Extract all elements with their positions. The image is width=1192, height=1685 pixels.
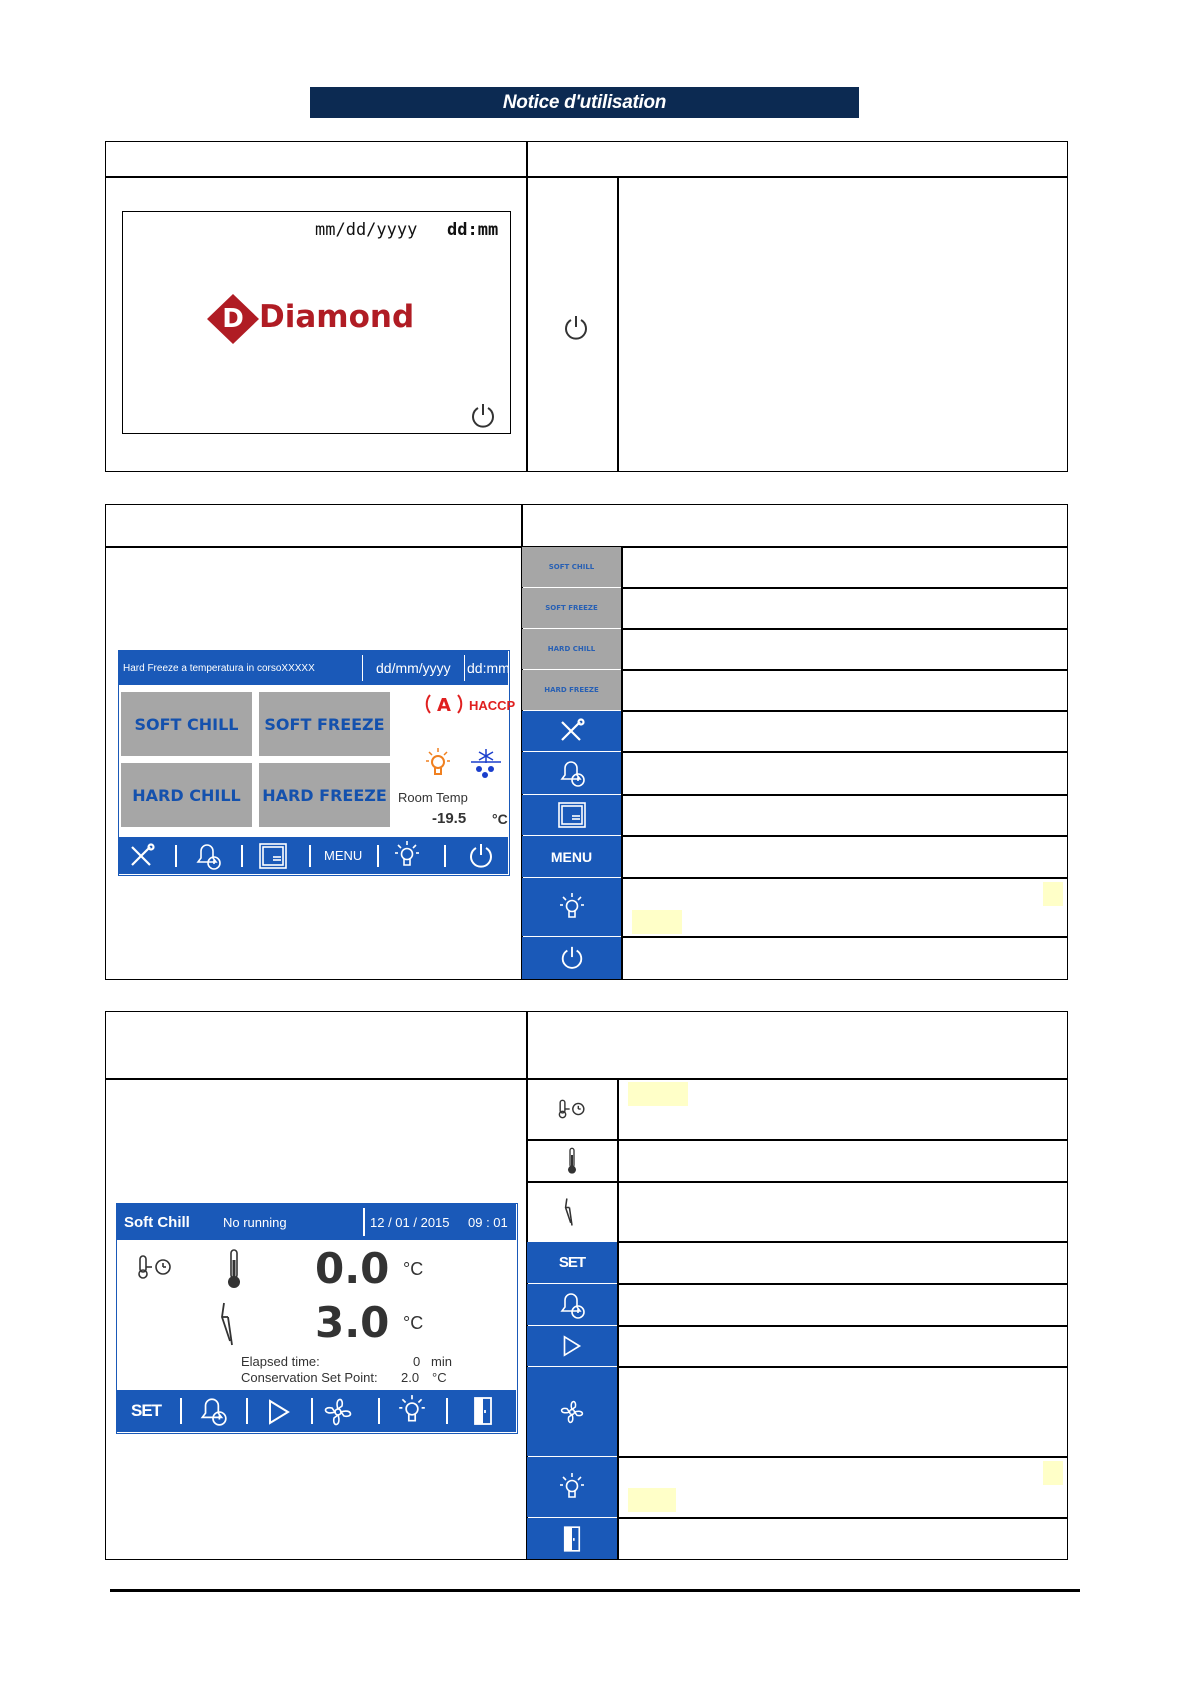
power-icon[interactable]: [469, 402, 497, 430]
legend-alarm: [522, 752, 621, 794]
fan-icon[interactable]: [320, 1394, 356, 1430]
highlight-mark: [632, 910, 682, 934]
divider: [446, 1398, 448, 1424]
status-bar: [119, 651, 508, 685]
setpoint-value: 2.0: [401, 1370, 420, 1385]
program-state: No running: [223, 1215, 287, 1230]
legend-door: [527, 1518, 617, 1559]
time-placeholder: dd:mm: [467, 660, 510, 676]
legend-thermometer: [527, 1140, 617, 1181]
divider: [444, 845, 446, 867]
highlight-mark: [1043, 1461, 1063, 1485]
temp-unit: °C: [403, 1313, 424, 1333]
set-button[interactable]: SET: [131, 1401, 162, 1420]
alarm-bell-icon: [557, 759, 587, 787]
temp-unit: °C: [403, 1259, 424, 1279]
program-status-bar: [117, 1204, 516, 1240]
divider: [311, 1398, 313, 1424]
legend-soft-chill: SOFT CHILL: [522, 547, 621, 587]
power-icon: [559, 945, 585, 971]
divider: [617, 1283, 1068, 1285]
divider: [105, 176, 1068, 178]
legend-set: SET: [527, 1242, 617, 1283]
start-icon[interactable]: [267, 1399, 291, 1425]
soft-freeze-button[interactable]: SOFT FREEZE: [259, 692, 390, 756]
menu-button[interactable]: MENU: [324, 848, 363, 863]
legend-tools: [522, 711, 621, 751]
divider: [464, 655, 465, 681]
divider: [617, 1241, 1068, 1243]
light-bulb-icon: [425, 747, 451, 779]
main-menu-screen: [118, 650, 516, 876]
divider: [621, 877, 1068, 879]
temp-unit: °C: [492, 811, 508, 827]
svg-text:A: A: [437, 695, 451, 716]
program-toolbar: [117, 1390, 516, 1432]
haccp-alarm-icon[interactable]: [424, 691, 464, 717]
divider: [180, 1398, 182, 1424]
alarm-bell-icon[interactable]: [193, 842, 223, 870]
divider: [617, 1456, 1068, 1458]
legend-core-probe: [527, 1182, 617, 1241]
divider: [617, 1325, 1068, 1327]
legend-timed-probe: [527, 1079, 617, 1139]
divider: [362, 655, 363, 681]
elapsed-time-value: 0: [413, 1354, 421, 1369]
alarm-bell-icon: [557, 1291, 587, 1319]
power-icon[interactable]: [467, 842, 495, 870]
timed-probe-icon: [136, 1254, 174, 1280]
start-icon: [562, 1335, 582, 1357]
legend-light: [527, 1457, 617, 1517]
hard-chill-button[interactable]: HARD CHILL: [121, 763, 252, 827]
divider: [246, 1398, 248, 1424]
light-bulb-icon: [559, 1472, 585, 1502]
fan-icon: [557, 1397, 587, 1427]
power-icon: [562, 314, 590, 342]
room-temp-value: -19.5: [432, 810, 467, 827]
setpoint-unit: °C: [432, 1370, 447, 1385]
divider: [621, 669, 1068, 671]
light-bulb-icon[interactable]: [398, 1394, 426, 1426]
diamond-logo-icon: [207, 294, 259, 344]
divider: [363, 1208, 365, 1236]
soft-chill-button[interactable]: SOFT CHILL: [121, 692, 252, 756]
legend-start: [527, 1326, 617, 1366]
core-probe-icon: [218, 1301, 246, 1347]
divider: [617, 1517, 1068, 1519]
divider: [377, 845, 379, 867]
room-temp-label: Room Temp: [398, 790, 468, 805]
tools-icon: [558, 718, 586, 744]
bottom-toolbar: [119, 837, 508, 874]
highlight-mark: [628, 1082, 688, 1106]
startup-screen: [122, 211, 511, 434]
program-name: Soft Chill: [124, 1214, 190, 1231]
hard-freeze-button[interactable]: HARD FREEZE: [259, 763, 390, 827]
divider: [526, 141, 528, 472]
light-bulb-icon: [559, 892, 585, 922]
divider: [621, 751, 1068, 753]
legend-power: [522, 937, 621, 979]
elapsed-time-unit: min: [431, 1354, 452, 1369]
thermometer-icon: [565, 1147, 579, 1175]
divider: [241, 845, 243, 867]
footer-rule: [110, 1589, 1080, 1592]
status-text: Hard Freeze a temperatura in corsoXXXXX: [123, 663, 315, 674]
cabinet-temperature: 0.0: [315, 1244, 390, 1293]
legend-light: [522, 878, 621, 936]
legend-soft-freeze: SOFT FREEZE: [522, 588, 621, 628]
program-screen: [116, 1203, 518, 1434]
legend-menu: MENU: [522, 836, 621, 877]
divider: [617, 1079, 619, 1560]
elapsed-time-label: Elapsed time:: [241, 1354, 320, 1369]
time-placeholder: dd:mm: [447, 220, 499, 240]
setpoint-label: Conservation Set Point:: [241, 1370, 378, 1385]
page-banner: [310, 87, 859, 118]
divider: [378, 1398, 380, 1424]
core-probe-icon: [563, 1197, 581, 1227]
current-time: 09 : 01: [468, 1215, 508, 1230]
divider: [526, 1139, 1068, 1141]
divider: [621, 835, 1068, 837]
thermometer-icon: [224, 1248, 244, 1290]
timed-probe-icon: [557, 1098, 587, 1120]
brand-name: Diamond: [259, 299, 415, 335]
recipe-book-icon[interactable]: [258, 843, 288, 869]
diamond-logo: [207, 294, 432, 344]
divider: [617, 1366, 1068, 1368]
divider: [621, 936, 1068, 938]
divider: [621, 710, 1068, 712]
haccp-label: HACCP: [469, 698, 516, 713]
recipe-book-icon: [557, 802, 587, 828]
highlight-mark: [1043, 882, 1063, 906]
divider: [621, 628, 1068, 630]
alarm-bell-icon[interactable]: [197, 1396, 229, 1426]
probe-temperature: 3.0: [315, 1298, 390, 1347]
defrost-icon: [469, 747, 503, 779]
legend-hard-chill: HARD CHILL: [522, 629, 621, 669]
door-icon: [562, 1525, 582, 1553]
highlight-mark: [628, 1488, 676, 1512]
light-bulb-icon[interactable]: [394, 840, 420, 870]
divider: [621, 587, 1068, 589]
divider: [621, 794, 1068, 796]
legend-hard-freeze: HARD FREEZE: [522, 670, 621, 710]
legend-alarm: [527, 1284, 617, 1325]
svg-text:D: D: [222, 304, 244, 334]
banner-title: Notice d'utilisation: [502, 91, 667, 113]
tools-icon[interactable]: [128, 843, 156, 869]
divider: [526, 1181, 1068, 1183]
divider: [309, 845, 311, 867]
divider: [621, 547, 623, 980]
current-date: 12 / 01 / 2015: [370, 1215, 450, 1230]
date-placeholder: mm/dd/yyyy: [315, 220, 418, 240]
divider: [617, 176, 619, 472]
legend-fan: [527, 1367, 617, 1456]
divider: [175, 845, 177, 867]
legend-recipe-book: [522, 795, 621, 835]
door-icon[interactable]: [472, 1396, 494, 1426]
date-placeholder: dd/mm/yyyy: [376, 660, 451, 676]
